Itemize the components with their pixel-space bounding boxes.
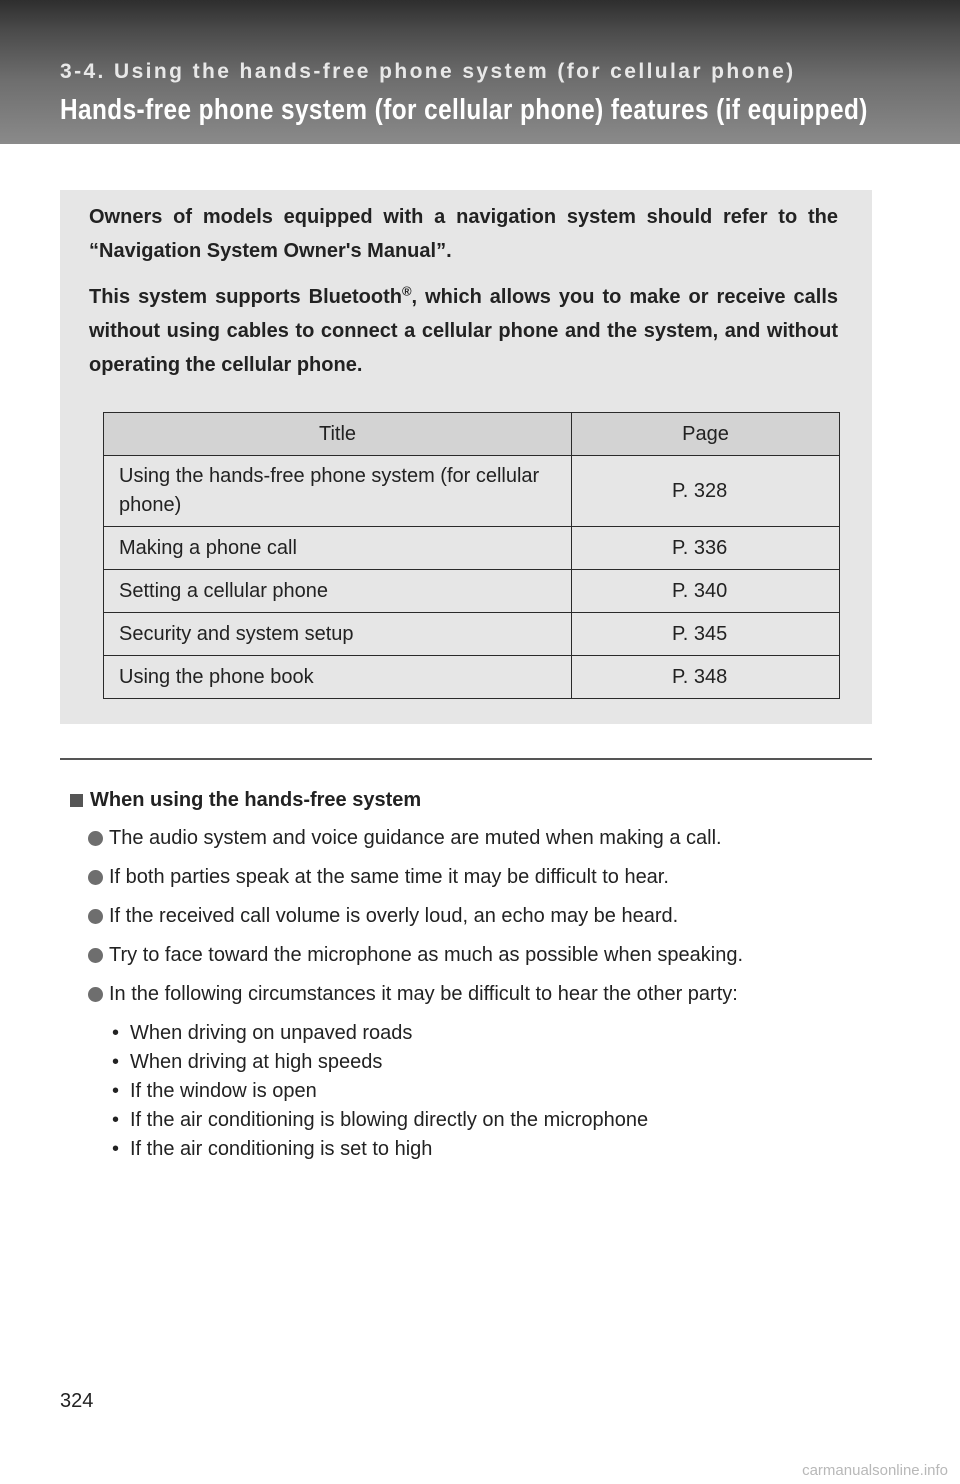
sub-item [112, 1106, 870, 1135]
circle-bullet-icon [88, 948, 103, 963]
note-text: Try to face toward the microphone as much as possible when speaking. [109, 943, 744, 966]
circle-bullet-icon [88, 831, 103, 846]
small-bullet-icon: • [112, 1138, 120, 1160]
note-item [88, 941, 870, 969]
table-row [104, 527, 840, 570]
column-header-title: Title [104, 413, 572, 456]
table-row [104, 656, 840, 699]
watermark: carmanualsonline.info [802, 1462, 948, 1479]
registered-mark: ® [401, 283, 412, 299]
square-bullet-icon [70, 794, 83, 807]
small-bullet-icon: • [112, 1109, 120, 1131]
row-title: Using the hands-free phone system (for cellular phone) [104, 456, 572, 527]
note-item [88, 863, 870, 891]
sub-item-text: If the air conditioning is blowing directly on the microphone [130, 1109, 649, 1131]
row-page-link[interactable]: P. 348 [572, 656, 840, 699]
small-bullet-icon: • [112, 1080, 120, 1102]
table-row [104, 456, 840, 527]
note-item [88, 902, 870, 930]
sub-item-text: When driving on unpaved roads [130, 1022, 413, 1044]
circle-bullet-icon [88, 909, 103, 924]
note-item [88, 980, 870, 1008]
notes-section [70, 786, 870, 1164]
row-title: Making a phone call [104, 527, 572, 570]
bluetooth-text: This system supports Bluetooth [89, 286, 402, 308]
row-title: Security and system setup [104, 613, 572, 656]
circle-bullet-icon [88, 870, 103, 885]
section-title: 3-4. Using the hands-free phone system (for cellular phone) [60, 60, 796, 83]
note-text: In the following circumstances it may be difficult to hear the other party: [109, 982, 738, 1005]
row-page-link[interactable]: P. 336 [572, 527, 840, 570]
sub-item-text: If the window is open [130, 1080, 317, 1102]
row-page-link[interactable]: P. 345 [572, 613, 840, 656]
notes-heading [70, 786, 870, 814]
sub-item [112, 1019, 870, 1048]
row-page-link[interactable]: P. 340 [572, 570, 840, 613]
table-row [104, 570, 840, 613]
row-title: Setting a cellular phone [104, 570, 572, 613]
notes-heading-text: When using the hands-free system [90, 788, 422, 811]
sub-item-text: When driving at high speeds [130, 1051, 383, 1073]
intro-paragraph-navigation: Owners of models equipped with a navigation system should refer to the “Navigation System Owner's Manual”. [89, 206, 838, 262]
note-text: The audio system and voice guidance are muted when making a call. [109, 826, 722, 849]
intro-paragraph-bluetooth [89, 280, 838, 382]
column-header-page: Page [572, 413, 840, 456]
sub-item [112, 1077, 870, 1106]
circle-bullet-icon [88, 987, 103, 1002]
page-header [0, 0, 960, 144]
small-bullet-icon: • [112, 1022, 120, 1044]
table-header-row [104, 413, 840, 456]
row-title: Using the phone book [104, 656, 572, 699]
sub-item [112, 1135, 870, 1164]
sub-item-text: If the air conditioning is set to high [130, 1138, 433, 1160]
note-item [88, 824, 870, 852]
table-row [104, 613, 840, 656]
page-title: Hands-free phone system (for cellular phone) features (if equipped) [60, 94, 868, 126]
small-bullet-icon: • [112, 1051, 120, 1073]
contents-table [103, 412, 840, 699]
bluetooth-text-rest: , which allows you to make or receive calls without using cables to connect a cellular phone and the system, and without operating the cellular phone. [89, 286, 838, 376]
intro-text [89, 200, 838, 394]
note-text: If both parties speak at the same time it may be difficult to hear. [109, 865, 669, 888]
sub-item [112, 1048, 870, 1077]
row-page-link[interactable]: P. 328 [572, 456, 840, 527]
page-number: 324 [60, 1390, 94, 1412]
note-text: If the received call volume is overly loud, an echo may be heard. [109, 904, 679, 927]
section-divider [60, 758, 872, 760]
